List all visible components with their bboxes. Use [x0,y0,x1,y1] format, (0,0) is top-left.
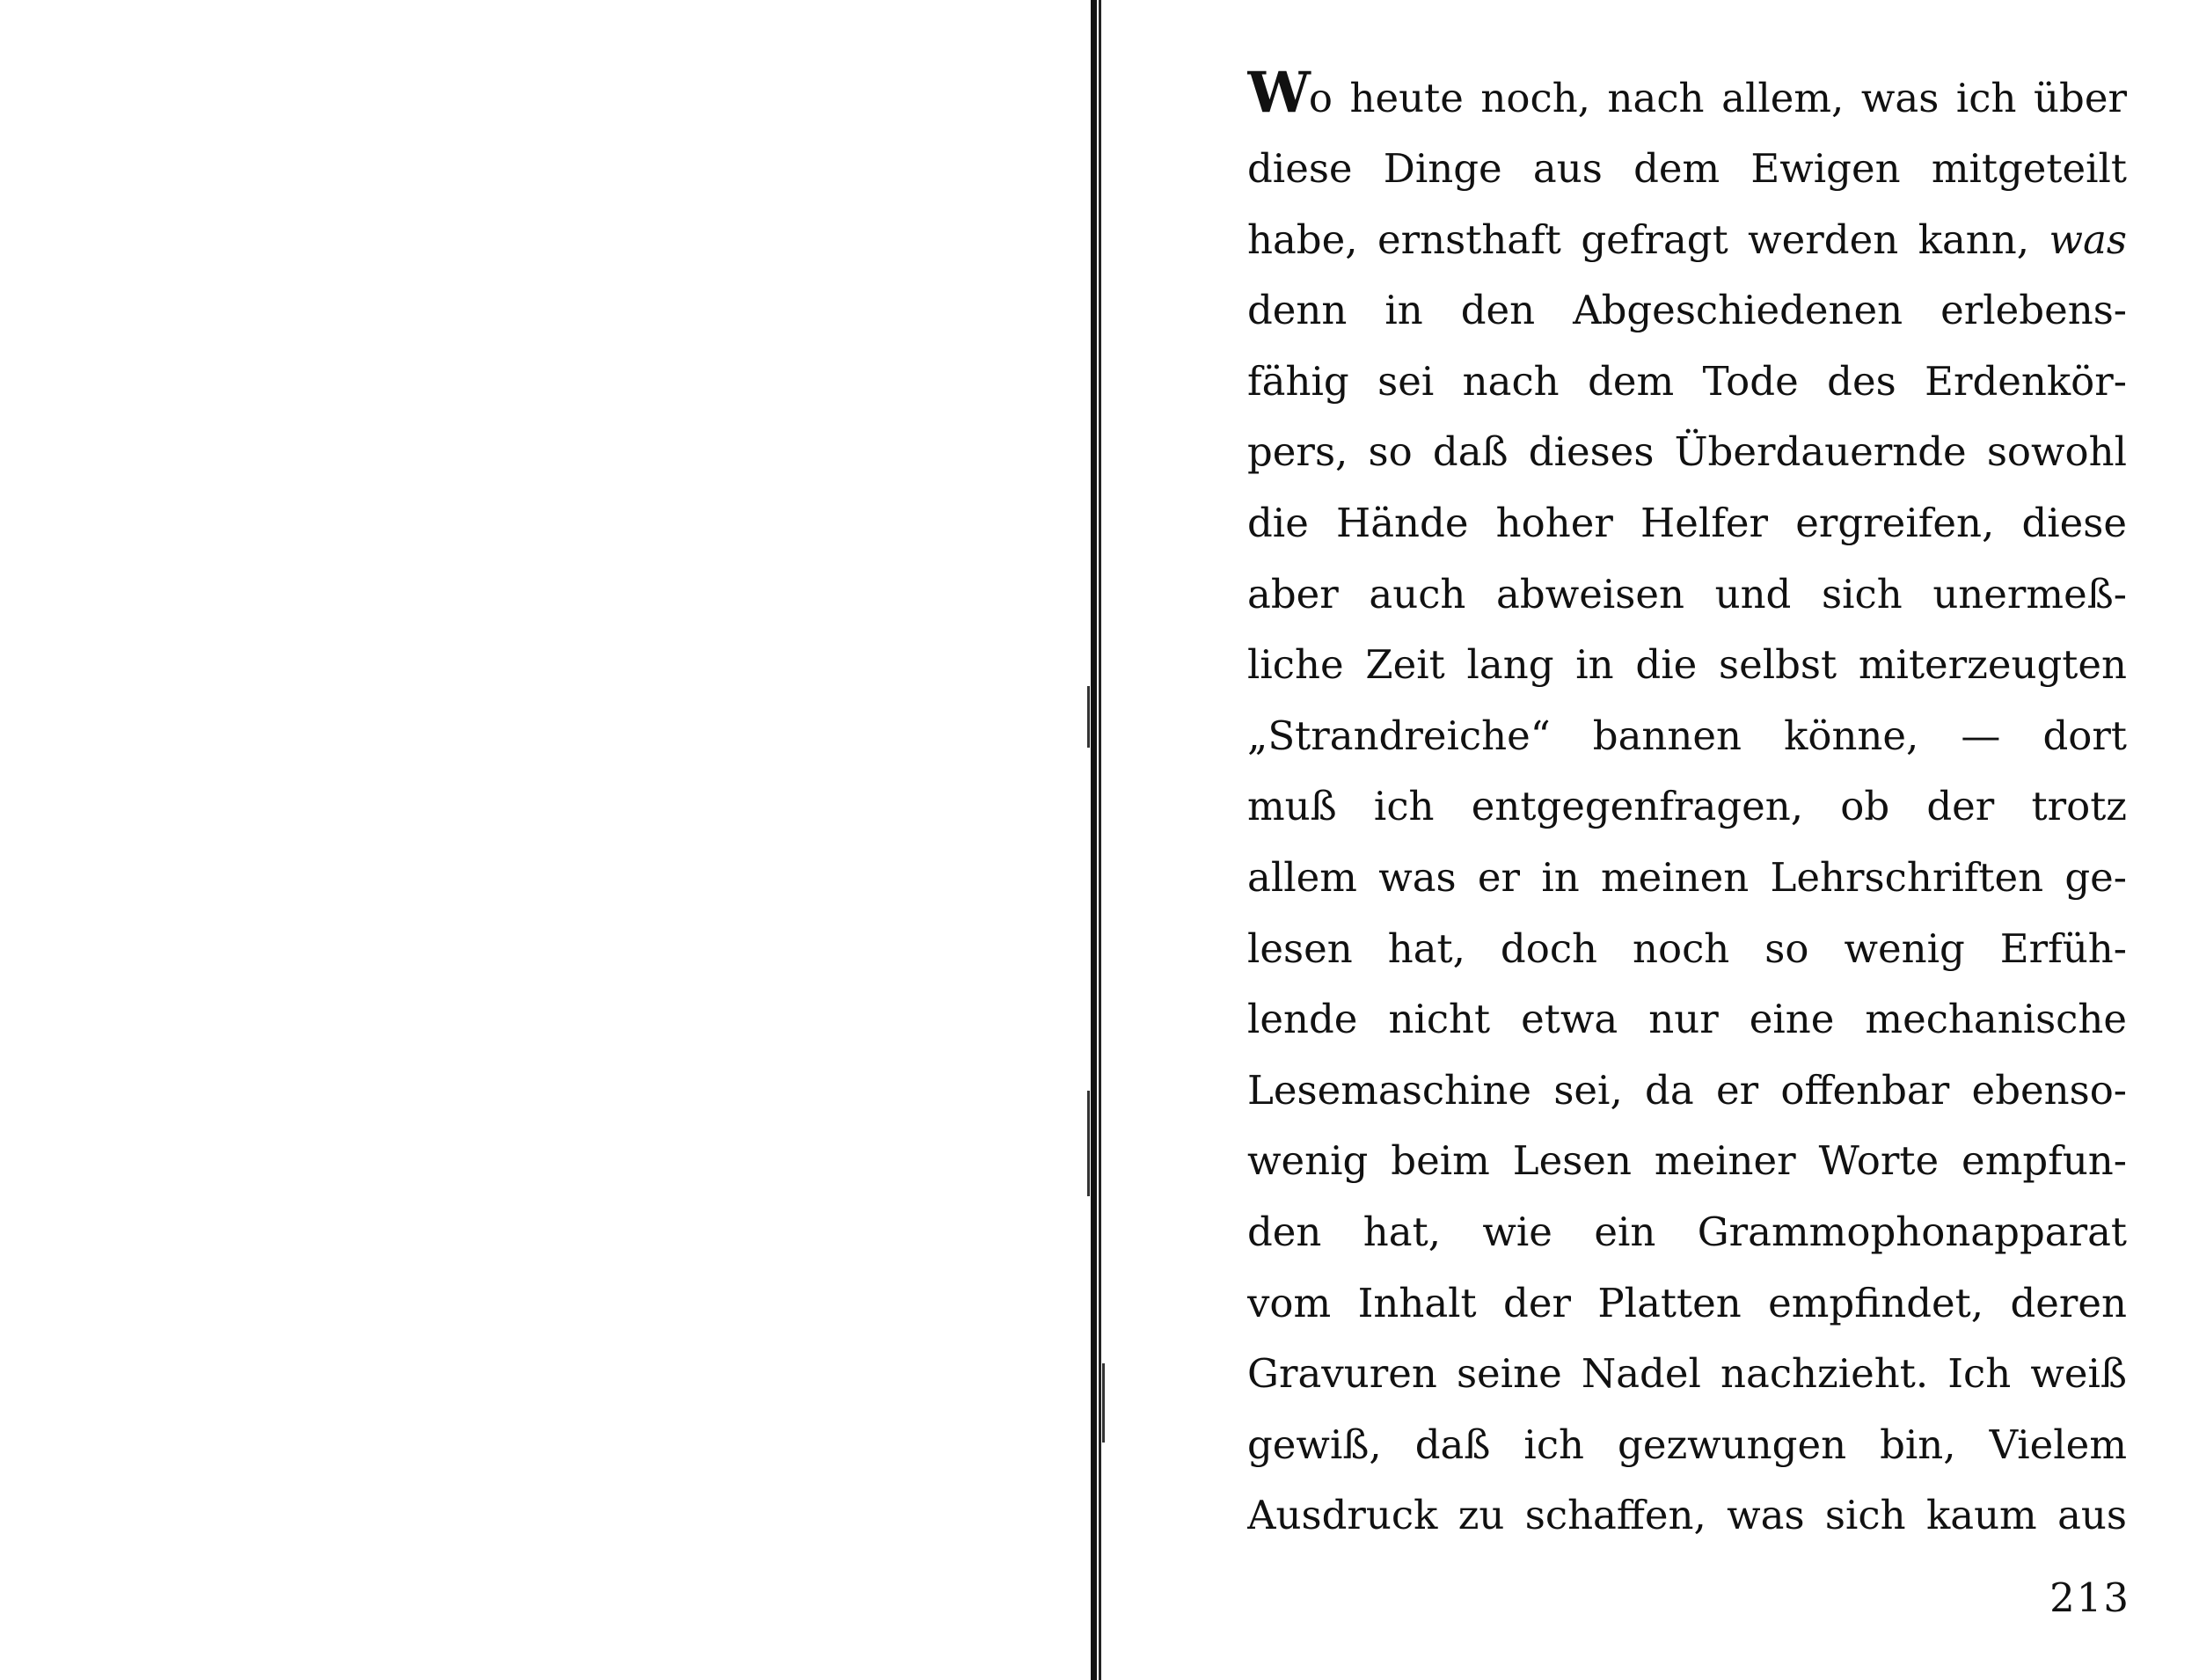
text-line: gewiß, daß ich gezwungen bin, Vielem [1247,1421,2127,1468]
text-line: Wo heute noch, nach allem, was ich über [1247,60,2127,126]
text-line: die Hände hoher Helfer ergreifen, diese [1247,499,2127,546]
emphasized-word: was [2049,215,2127,263]
text-line: liche Zeit lang in die selbst miterzeugten [1247,641,2127,689]
text-line: wenig beim Lesen meiner Worte empfun- [1247,1137,2127,1185]
text-line: allem was er in meinen Lehrschriften ge- [1247,853,2127,901]
text-line: „Strandreiche“ bannen könne, — dort [1247,712,2127,759]
right-page [1110,0,2199,1680]
text-line: muß ich entgegenfragen, ob der trotz [1247,783,2127,830]
book-gutter [1087,0,1107,1680]
text-line: Gravuren seine Nadel nachzieht. Ich weiß [1247,1350,2127,1398]
initial-letter: W [1247,60,1309,126]
body-text [1247,53,2127,1552]
text-line: lende nicht etwa nur eine mechanische [1247,996,2127,1043]
gutter-speck [1087,1091,1090,1196]
text-line: fähig sei nach dem Tode des Erdenkör- [1247,357,2127,405]
page-number: 213 [2049,1574,2130,1621]
text-line: vom Inhalt der Platten empfindet, deren [1247,1279,2127,1326]
text-line: Lesemaschine sei, da er offenbar ebenso- [1247,1066,2127,1114]
text-line: denn in den Abgeschiedenen erlebens- [1247,287,2127,334]
gutter-speck [1102,1363,1105,1443]
gutter-shadow-line [1091,0,1097,1680]
text-line: lesen hat, doch noch so wenig Erfüh- [1247,924,2127,972]
text-line: pers, so daß dieses Überdauernde sowohl [1247,428,2127,476]
text-line: Ausdruck zu schaffen, was sich kaum aus [1247,1492,2127,1539]
text-line: diese Dinge aus dem Ewigen mitgeteilt [1247,145,2127,192]
text-line: habe, ernsthaft gefragt werden kann, was [1247,215,2127,263]
gutter-speck [1087,686,1090,748]
gutter-edge-line [1099,0,1101,1680]
text-line: den hat, wie ein Grammophonapparat [1247,1208,2127,1255]
text-line: aber auch abweisen und sich unermeß- [1247,570,2127,617]
left-page-blank [0,0,1082,1680]
